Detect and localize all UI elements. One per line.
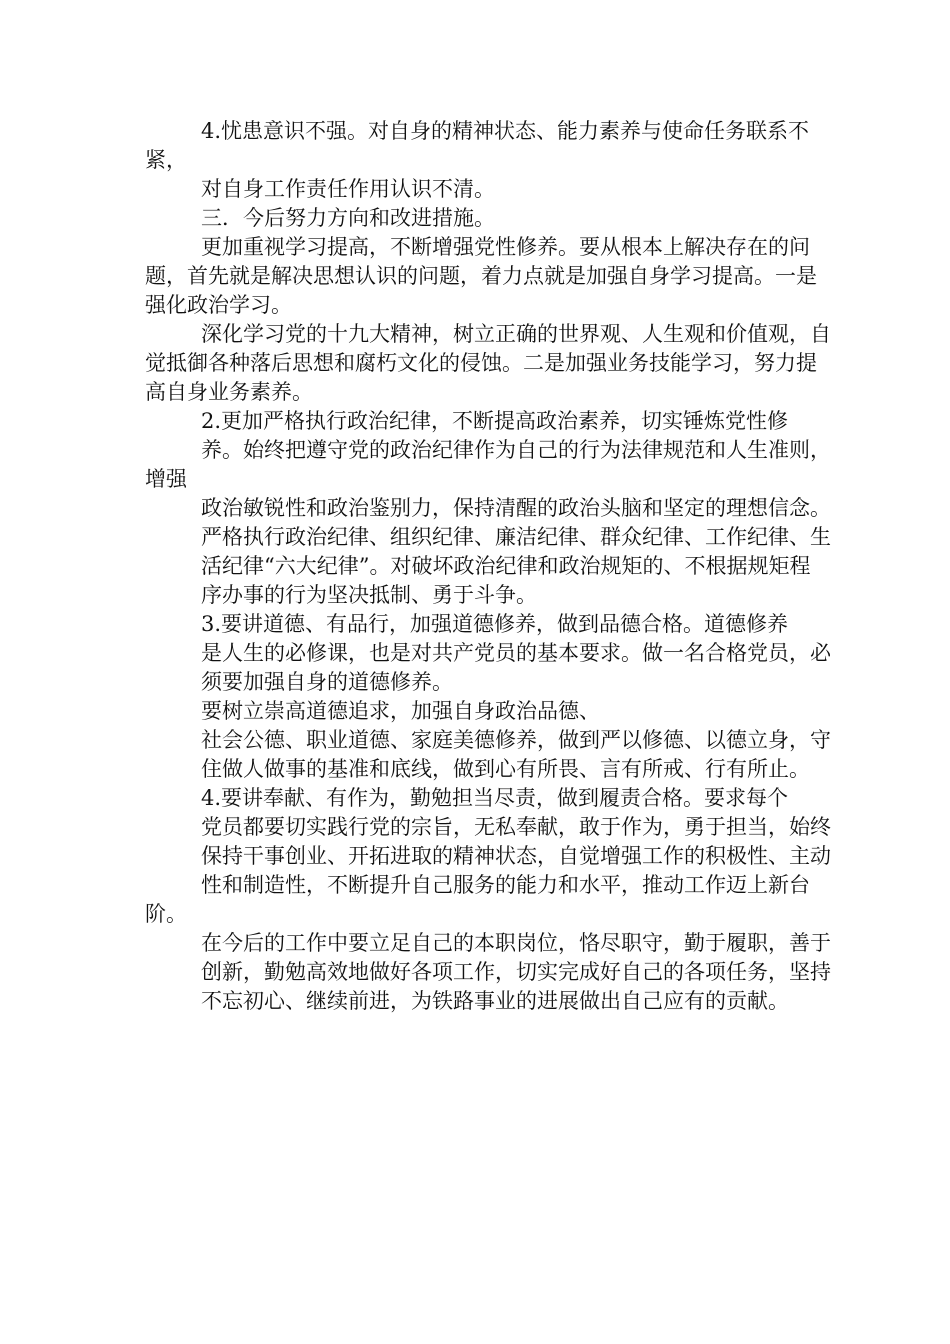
- paragraph: 是人生的必修课，也是对共产党员的基本要求。做一名合格党员，必: [201, 641, 831, 665]
- paragraph: 深化学习党的十九大精神，树立正确的世界观、人生观和价值观，自觉抵御各种落后思想和腐朽文化的侵蚀。二是加强业务技能学习，努力提高自身业务素养。: [145, 322, 831, 404]
- paragraph: 住做人做事的基准和底线，做到心有所畏、言有所戒、行有所止。: [201, 757, 810, 781]
- paragraph: 政治敏锐性和政治鉴别力，保持清醒的政治头脑和坚定的理想信念。: [201, 496, 831, 520]
- paragraph: 4.忧患意识不强。对自身的精神状态、能力素养与使命任务联系不紧，: [145, 119, 810, 172]
- paragraph: 活纪律“六大纪律”。对破坏政治纪律和政治规矩的、不根据规矩程: [201, 554, 811, 578]
- paragraph: 序办事的行为坚决抵制、勇于斗争。: [201, 583, 537, 607]
- paragraph: 保持干事创业、开拓进取的精神状态，自觉增强工作的积极性、主动: [201, 844, 831, 868]
- paragraph: 创新，勤勉高效地做好各项工作，切实完成好自己的各项任务，坚持: [201, 960, 831, 984]
- paragraph: 要树立崇高道德追求，加强自身政治品德、: [201, 699, 600, 723]
- paragraph: 2.更加严格执行政治纪律，不断提高政治素养，切实锤炼党性修: [201, 409, 789, 433]
- paragraph: 对自身工作责任作用认识不清。: [201, 177, 495, 201]
- paragraph: 更加重视学习提高，不断增强党性修养。要从根本上解决存在的问题，首先就是解决思想认识的问题，着力点就是加强自身学习提高。一是强化政治学习。: [145, 235, 817, 317]
- document-body: [145, 117, 835, 1016]
- paragraph: 性和制造性，不断提升自己服务的能力和水平，推动工作迈上新台阶。: [145, 873, 810, 926]
- paragraph: 严格执行政治纪律、组织纪律、廉洁纪律、群众纪律、工作纪律、生: [201, 525, 831, 549]
- paragraph: 党员都要切实践行党的宗旨，无私奉献，敢于作为，勇于担当，始终: [201, 815, 831, 839]
- paragraph: 须要加强自身的道德修养。: [201, 670, 453, 694]
- paragraph: 社会公德、职业道德、家庭美德修养，做到严以修德、以德立身，守: [201, 728, 831, 752]
- paragraph: 3.要讲道德、有品行，加强道德修养，做到品德合格。道德修养: [201, 612, 789, 636]
- paragraph: 不忘初心、继续前进，为铁路事业的进展做出自己应有的贡献。: [201, 989, 789, 1013]
- paragraph: 在今后的工作中要立足自己的本职岗位，恪尽职守，勤于履职，善于: [201, 931, 831, 955]
- section-heading: 三．今后努力方向和改进措施。: [201, 206, 495, 230]
- paragraph: 4.要讲奉献、有作为，勤勉担当尽责，做到履责合格。要求每个: [201, 786, 789, 810]
- paragraph: 养。始终把遵守党的政治纪律作为自己的行为法律规范和人生准则，增强: [145, 438, 831, 491]
